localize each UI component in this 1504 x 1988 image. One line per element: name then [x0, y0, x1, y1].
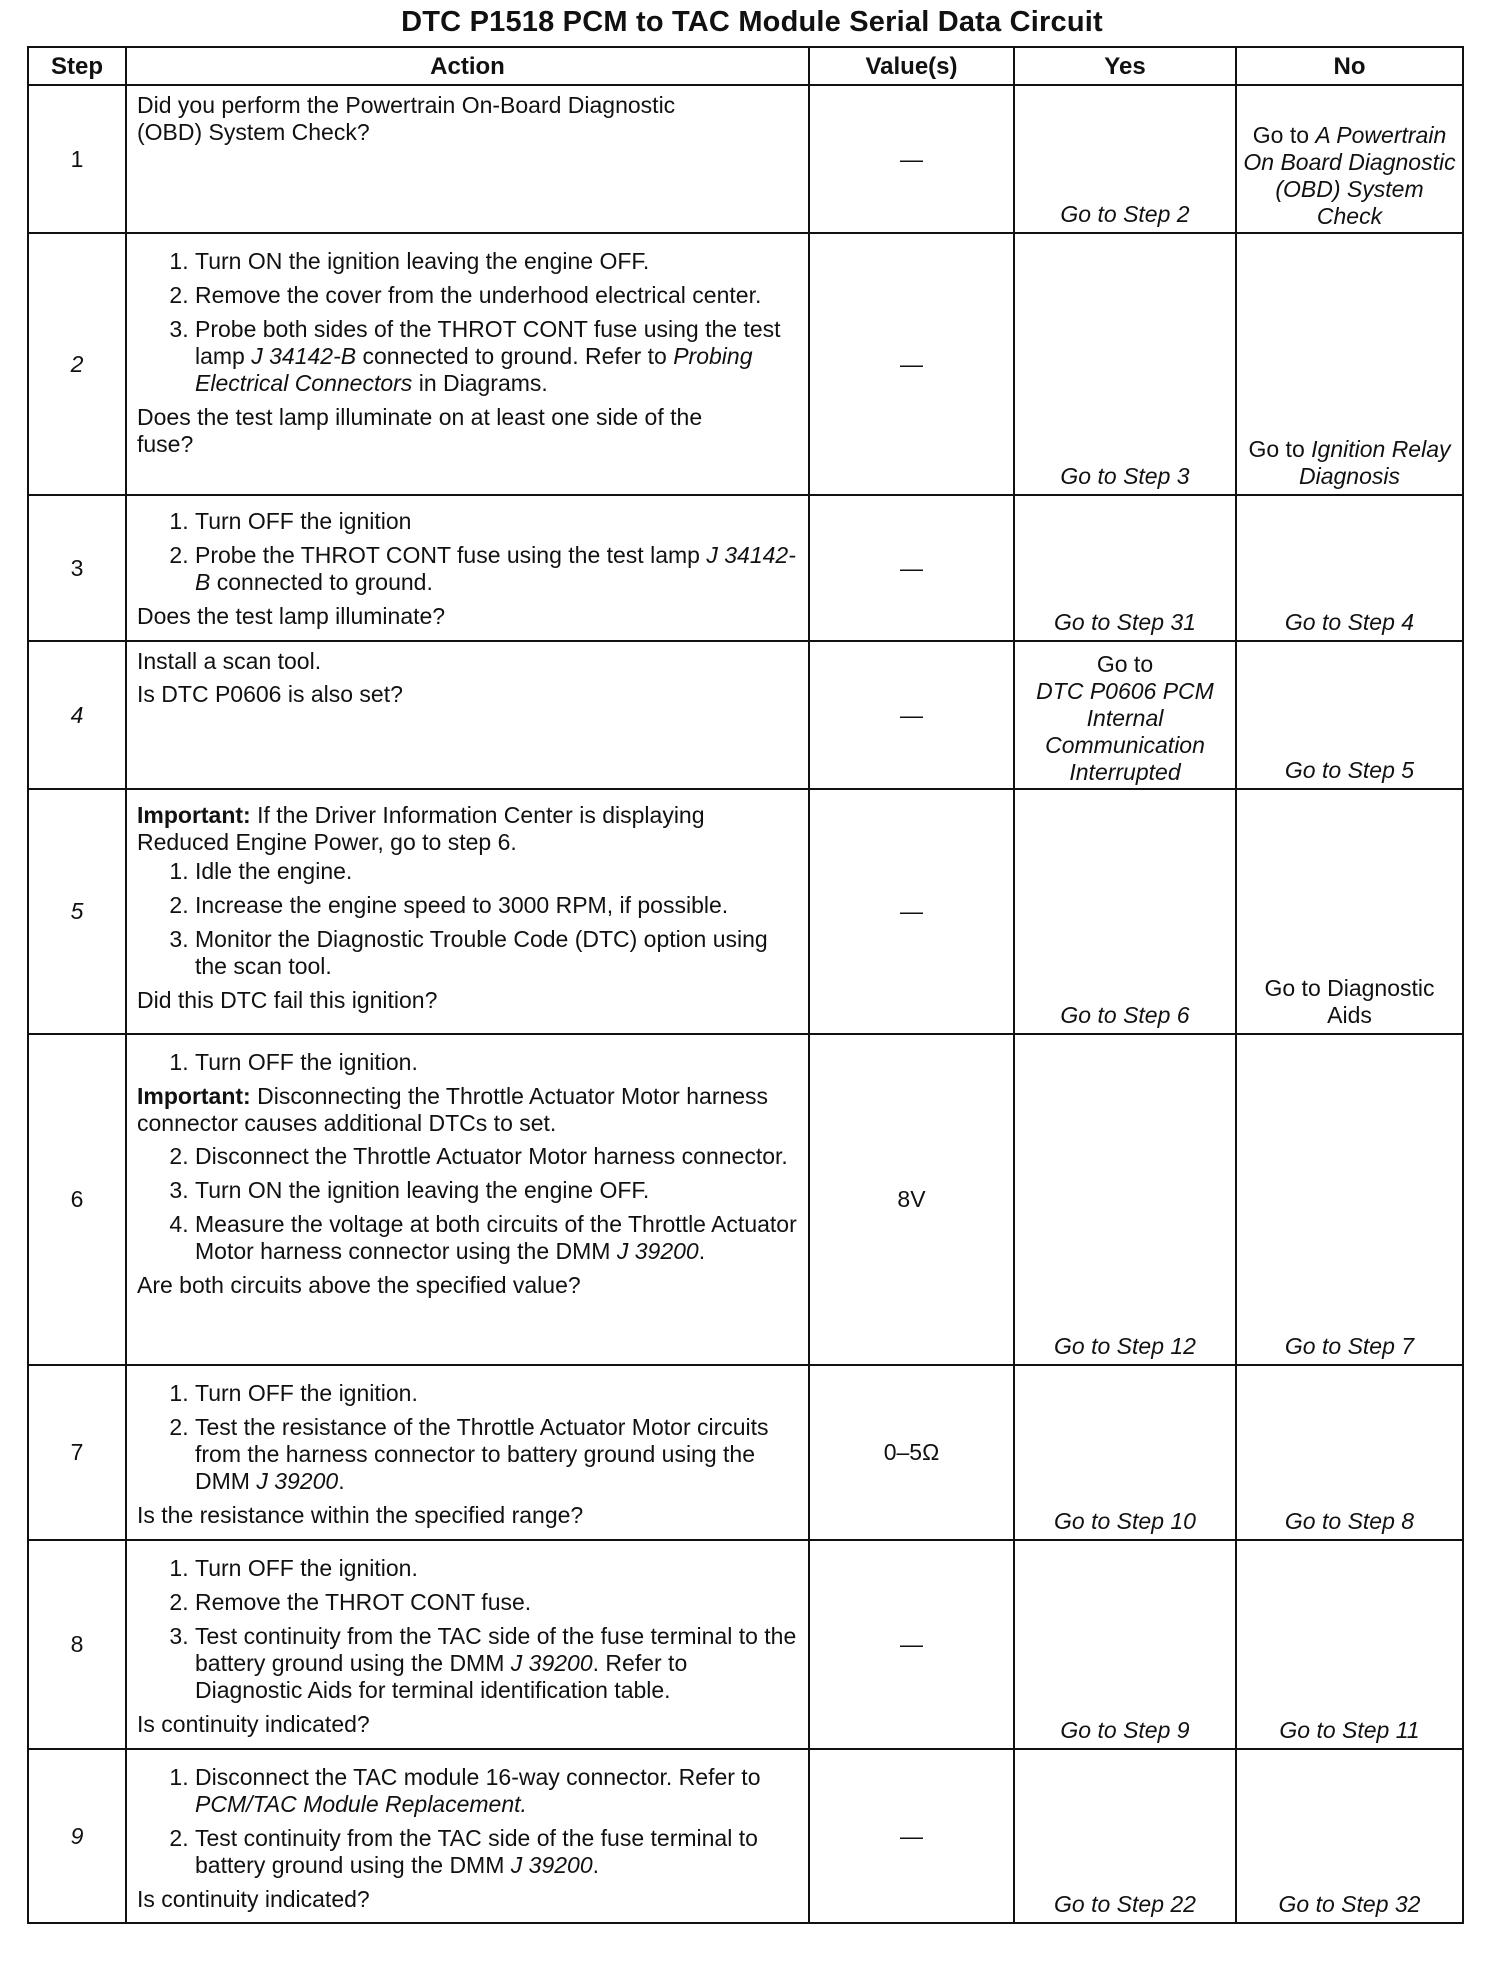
table-row-step-9 [28, 1749, 1463, 1923]
action-item: 4. Measure the voltage at both circuits of the Throttle Actuator Motor harness connector using the DMM J 39200. [195, 1211, 798, 1265]
no-cell [1236, 1540, 1463, 1749]
no-link[interactable]: Go to Step 11 [1279, 1717, 1420, 1743]
no-link[interactable]: Go to Step 7 [1284, 1333, 1415, 1359]
diagnostic-table [27, 46, 1464, 1924]
step-number: 8 [28, 1540, 126, 1749]
tool-ref: J 39200 [256, 1468, 339, 1494]
yes-link[interactable]: Go to Step 22 [1054, 1891, 1196, 1917]
header-action: Action [126, 47, 809, 85]
yes-cell [1014, 641, 1236, 789]
yes-link[interactable]: Go to Step 31 [1054, 609, 1196, 635]
table-row-step-1 [28, 85, 1463, 233]
action-question: Is the resistance within the specified range? [137, 1502, 584, 1528]
no-cell [1236, 1749, 1463, 1923]
action-item: 1. Turn ON the ignition leaving the engine OFF. [195, 248, 798, 275]
yes-link[interactable]: Go to Step 3 [1060, 463, 1190, 489]
action-item: 1. Idle the engine. [195, 858, 798, 885]
no-cell [1236, 789, 1463, 1034]
action-item: 2. Probe the THROT CONT fuse using the test lamp J 34142-B connected to ground. [195, 542, 798, 596]
table-row-step-4 [28, 641, 1463, 789]
yes-cell [1014, 233, 1236, 495]
no-cell [1236, 495, 1463, 641]
no-cell [1236, 641, 1463, 789]
header-yes: Yes [1014, 47, 1236, 85]
action-cell [126, 1540, 809, 1749]
yes-link[interactable]: Go to Step 12 [1054, 1333, 1196, 1359]
action-cell [126, 641, 809, 789]
action-cell [126, 495, 809, 641]
tool-ref: J 34142-B [195, 542, 796, 595]
yes-link[interactable]: DTC P0606 PCM Internal Communication Interrupted [1036, 678, 1214, 785]
action-item: 1. Disconnect the TAC module 16-way connector. Refer to PCM/TAC Module Replacement. [195, 1764, 798, 1818]
tool-ref: J 39200 [510, 1650, 593, 1676]
value-cell: — [809, 641, 1014, 789]
yes-cell [1014, 1034, 1236, 1365]
tool-ref: J 39200 [616, 1238, 699, 1264]
action-item: 1. Turn OFF the ignition [195, 508, 798, 535]
action-question: Did this DTC fail this ignition? [137, 987, 438, 1013]
table-row-step-5 [28, 789, 1463, 1034]
no-link[interactable]: Go to Step 4 [1284, 609, 1415, 635]
yes-cell [1014, 789, 1236, 1034]
table-row-step-3 [28, 495, 1463, 641]
action-item: 3. Turn ON the ignition leaving the engine OFF. [195, 1177, 798, 1204]
step-number: 2 [28, 233, 126, 495]
no-link[interactable]: Go to Step 5 [1284, 757, 1415, 783]
value-cell: 8V [809, 1034, 1014, 1365]
action-item: 1. Turn OFF the ignition. [195, 1380, 798, 1407]
action-question: Does the test lamp illuminate on at least one side of the fuse? [137, 404, 703, 457]
no-cell [1236, 1034, 1463, 1365]
header-row [28, 47, 1463, 85]
action-item: 2. Test the resistance of the Throttle Actuator Motor circuits from the harness connector to battery ground using the DMM J 39200. [195, 1414, 798, 1495]
value-cell: — [809, 1749, 1014, 1923]
value-cell: — [809, 233, 1014, 495]
action-item: 1. Turn OFF the ignition. [195, 1049, 798, 1076]
no-link[interactable]: Go to Diagnostic Aids [1264, 975, 1435, 1028]
important-note: Important: Disconnecting the Throttle Actuator Motor harness connector causes additional DTCs to set. [137, 1083, 769, 1136]
action-item: 2. Increase the engine speed to 3000 RPM, if possible. [195, 892, 798, 919]
table-row-step-7 [28, 1365, 1463, 1540]
action-cell [126, 85, 809, 233]
yes-cell [1014, 495, 1236, 641]
value-cell: — [809, 85, 1014, 233]
action-item: 3. Probe both sides of the THROT CONT fuse using the test lamp J 34142-B connected to ground. Refer to Probing Electrical Connectors in Diagrams. [195, 316, 798, 397]
value-cell: — [809, 1540, 1014, 1749]
doc-ref[interactable]: Probing Electrical Connectors [195, 343, 753, 396]
table-row-step-2 [28, 233, 1463, 495]
no-link[interactable]: Go to Step 32 [1278, 1891, 1421, 1917]
no-cell [1236, 1365, 1463, 1540]
no-prefix: Go to [1248, 436, 1312, 462]
no-link[interactable]: Go to Step 8 [1284, 1508, 1415, 1534]
tool-ref: J 39200 [510, 1852, 593, 1878]
action-item: 3. Monitor the Diagnostic Trouble Code (DTC) option using the scan tool. [195, 926, 798, 980]
no-cell [1236, 85, 1463, 233]
action-cell [126, 1365, 809, 1540]
action-question: Is DTC P0606 is also set? [137, 681, 403, 707]
yes-cell [1014, 1365, 1236, 1540]
action-cell [126, 1034, 809, 1365]
step-number: 1 [28, 85, 126, 233]
tool-ref: J 34142-B [251, 343, 357, 369]
action-question: Are both circuits above the specified value? [137, 1272, 581, 1298]
action-cell [126, 1749, 809, 1923]
action-question: Is continuity indicated? [137, 1711, 370, 1737]
step-number: 5 [28, 789, 126, 1034]
value-cell: — [809, 789, 1014, 1034]
action-item: 2. Remove the cover from the underhood electrical center. [195, 282, 798, 309]
value-cell: — [809, 495, 1014, 641]
header-no: No [1236, 47, 1463, 85]
header-values: Value(s) [809, 47, 1014, 85]
action-text: Install a scan tool. [137, 648, 322, 674]
no-link[interactable]: A Powertrain On Board Diagnostic (OBD) System Check [1243, 122, 1456, 229]
no-cell [1236, 233, 1463, 495]
action-cell [126, 789, 809, 1034]
action-item: 2. Disconnect the Throttle Actuator Motor harness connector. [195, 1143, 798, 1170]
action-item: 2. Remove the THROT CONT fuse. [195, 1589, 798, 1616]
action-item: 2. Test continuity from the TAC side of the fuse terminal to battery ground using the DMM J 39200. [195, 1825, 798, 1879]
step-number: 6 [28, 1034, 126, 1365]
important-note: Important: If the Driver Information Center is displaying Reduced Engine Power, go to step 6. [137, 802, 705, 855]
table-row-step-6 [28, 1034, 1463, 1365]
yes-link[interactable]: Go to Step 9 [1060, 1717, 1190, 1743]
step-number: 3 [28, 495, 126, 641]
action-cell [126, 233, 809, 495]
action-item: 3. Test continuity from the TAC side of the fuse terminal to the battery ground using the DMM J 39200. Refer to Diagnostic Aids for terminal identification table. [195, 1623, 798, 1704]
yes-cell [1014, 1540, 1236, 1749]
header-step: Step [28, 47, 126, 85]
no-link[interactable]: Ignition Relay Diagnosis [1299, 436, 1451, 489]
action-question: Is continuity indicated? [137, 1886, 370, 1912]
yes-prefix: Go to [1096, 651, 1154, 677]
value-cell: 0–5Ω [809, 1365, 1014, 1540]
table-row-step-8 [28, 1540, 1463, 1749]
no-prefix: Go to [1252, 122, 1316, 148]
doc-ref[interactable]: PCM/TAC Module Replacement. [195, 1791, 527, 1817]
yes-link[interactable]: Go to Step 2 [1060, 201, 1190, 227]
yes-cell [1014, 85, 1236, 233]
action-question: Did you perform the Powertrain On-Board Diagnostic (OBD) System Check? [137, 92, 676, 145]
action-item: 1. Turn OFF the ignition. [195, 1555, 798, 1582]
yes-link[interactable]: Go to Step 6 [1060, 1002, 1190, 1028]
step-number: 4 [28, 641, 126, 789]
yes-link[interactable]: Go to Step 10 [1054, 1508, 1196, 1534]
page-title: DTC P1518 PCM to TAC Module Serial Data Circuit [401, 6, 1103, 38]
step-number: 7 [28, 1365, 126, 1540]
yes-cell [1014, 1749, 1236, 1923]
action-question: Does the test lamp illuminate? [137, 603, 446, 629]
step-number: 9 [28, 1749, 126, 1923]
